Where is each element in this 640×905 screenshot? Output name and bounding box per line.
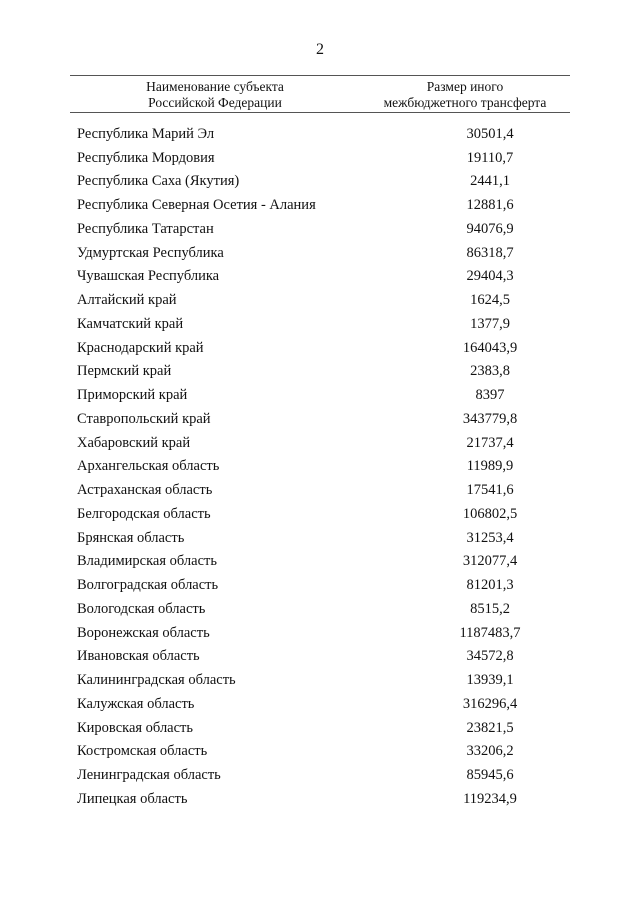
table-row (0, 383, 640, 407)
subject-name: Приморский край (77, 387, 188, 404)
transfer-amount: 343779,8 (462, 410, 518, 427)
table-row (0, 360, 640, 384)
subject-name: Республика Мордовия (77, 149, 215, 166)
subject-name: Хабаровский край (77, 434, 191, 451)
subject-name: Брянская область (77, 529, 185, 546)
subject-name: Республика Саха (Якутия) (77, 173, 240, 190)
transfer-amount: 312077,4 (462, 553, 518, 570)
subject-name: Ивановская область (77, 648, 200, 665)
table-header (70, 75, 570, 113)
transfer-amount: 13939,1 (466, 672, 514, 689)
table-row (0, 288, 640, 312)
transfer-amount: 19110,7 (466, 149, 514, 166)
subject-name: Астраханская область (77, 482, 213, 499)
table-row (0, 146, 640, 170)
transfer-amount: 8515,2 (470, 600, 510, 617)
table-row (0, 265, 640, 289)
subject-name: Краснодарский край (77, 339, 204, 356)
column-header-transfer-line2: межбюджетного трансферта (383, 95, 547, 110)
table-row (0, 193, 640, 217)
table-row (0, 668, 640, 692)
subject-name: Ленинградская область (77, 767, 221, 784)
table-row (0, 740, 640, 764)
transfer-amount: 30501,4 (466, 125, 514, 142)
subject-name: Кировская область (77, 719, 194, 736)
subject-name: Удмуртская Республика (77, 244, 224, 261)
transfer-amount: 164043,9 (462, 339, 518, 356)
transfer-amount: 119234,9 (463, 790, 517, 807)
table-row (0, 407, 640, 431)
transfer-amount: 81201,3 (466, 577, 514, 594)
subject-name: Архангельская область (77, 458, 220, 475)
table-body (0, 122, 640, 811)
subject-name: Чувашская Республика (77, 268, 220, 285)
transfer-amount: 17541,6 (466, 482, 514, 499)
column-header-subject-line1: Наименование субъекта (146, 79, 284, 94)
table-row (0, 526, 640, 550)
subject-name: Камчатский край (77, 315, 184, 332)
subject-name: Белгородская область (77, 505, 211, 522)
transfer-amount: 1624,5 (470, 292, 510, 309)
table-row (0, 550, 640, 574)
transfer-amount: 8397 (475, 387, 505, 404)
transfer-amount: 316296,4 (462, 695, 518, 712)
table-row (0, 621, 640, 645)
column-header-subject-line2: Российской Федерации (148, 95, 282, 110)
transfer-amount: 11989,9 (466, 458, 514, 475)
table-row (0, 692, 640, 716)
subject-name: Республика Северная Осетия - Алания (77, 197, 316, 214)
transfer-amount: 1187483,7 (459, 624, 521, 641)
transfer-amount: 34572,8 (466, 648, 514, 665)
transfer-amount: 21737,4 (466, 434, 514, 451)
table-row (0, 431, 640, 455)
table-row (0, 716, 640, 740)
transfer-amount: 2383,8 (470, 363, 510, 380)
column-header-subject (70, 76, 360, 112)
transfer-amount: 85945,6 (466, 767, 514, 784)
subject-name: Костромская область (77, 743, 208, 760)
transfer-amount: 1377,9 (470, 315, 510, 332)
subject-name: Алтайский край (77, 292, 177, 309)
subject-name: Вологодская область (77, 600, 206, 617)
table-row (0, 455, 640, 479)
transfer-amount: 23821,5 (466, 719, 514, 736)
table-row (0, 763, 640, 787)
column-header-transfer-line1: Размер иного (426, 79, 504, 94)
page-number: 2 (316, 41, 324, 58)
column-header-transfer (360, 76, 570, 112)
transfer-amount: 86318,7 (466, 244, 514, 261)
subject-name: Пермский край (77, 363, 172, 380)
transfer-amount: 31253,4 (466, 529, 514, 546)
subject-name: Калининградская область (77, 672, 236, 689)
subject-name: Республика Татарстан (77, 220, 214, 237)
table-row (0, 170, 640, 194)
table-row (0, 336, 640, 360)
transfer-amount: 33206,2 (466, 743, 514, 760)
transfer-amount: 106802,5 (462, 505, 518, 522)
subject-name: Ставропольский край (77, 410, 211, 427)
subject-name: Липецкая область (77, 790, 188, 807)
transfer-amount: 94076,9 (466, 220, 514, 237)
table-row (0, 122, 640, 146)
subject-name: Калужская область (77, 695, 195, 712)
subject-name: Волгоградская область (77, 577, 219, 594)
transfer-amount: 12881,6 (466, 197, 514, 214)
table-row (0, 312, 640, 336)
table-row (0, 478, 640, 502)
table-row (0, 573, 640, 597)
transfer-amount: 2441,1 (470, 173, 510, 190)
subject-name: Воронежская область (77, 624, 210, 641)
subject-name: Республика Марий Эл (77, 125, 215, 142)
subject-name: Владимирская область (77, 553, 217, 570)
table-row (0, 241, 640, 265)
table-row (0, 787, 640, 811)
table-row (0, 217, 640, 241)
table-row (0, 597, 640, 621)
table-row (0, 502, 640, 526)
table-row (0, 645, 640, 669)
transfer-amount: 29404,3 (466, 268, 514, 285)
